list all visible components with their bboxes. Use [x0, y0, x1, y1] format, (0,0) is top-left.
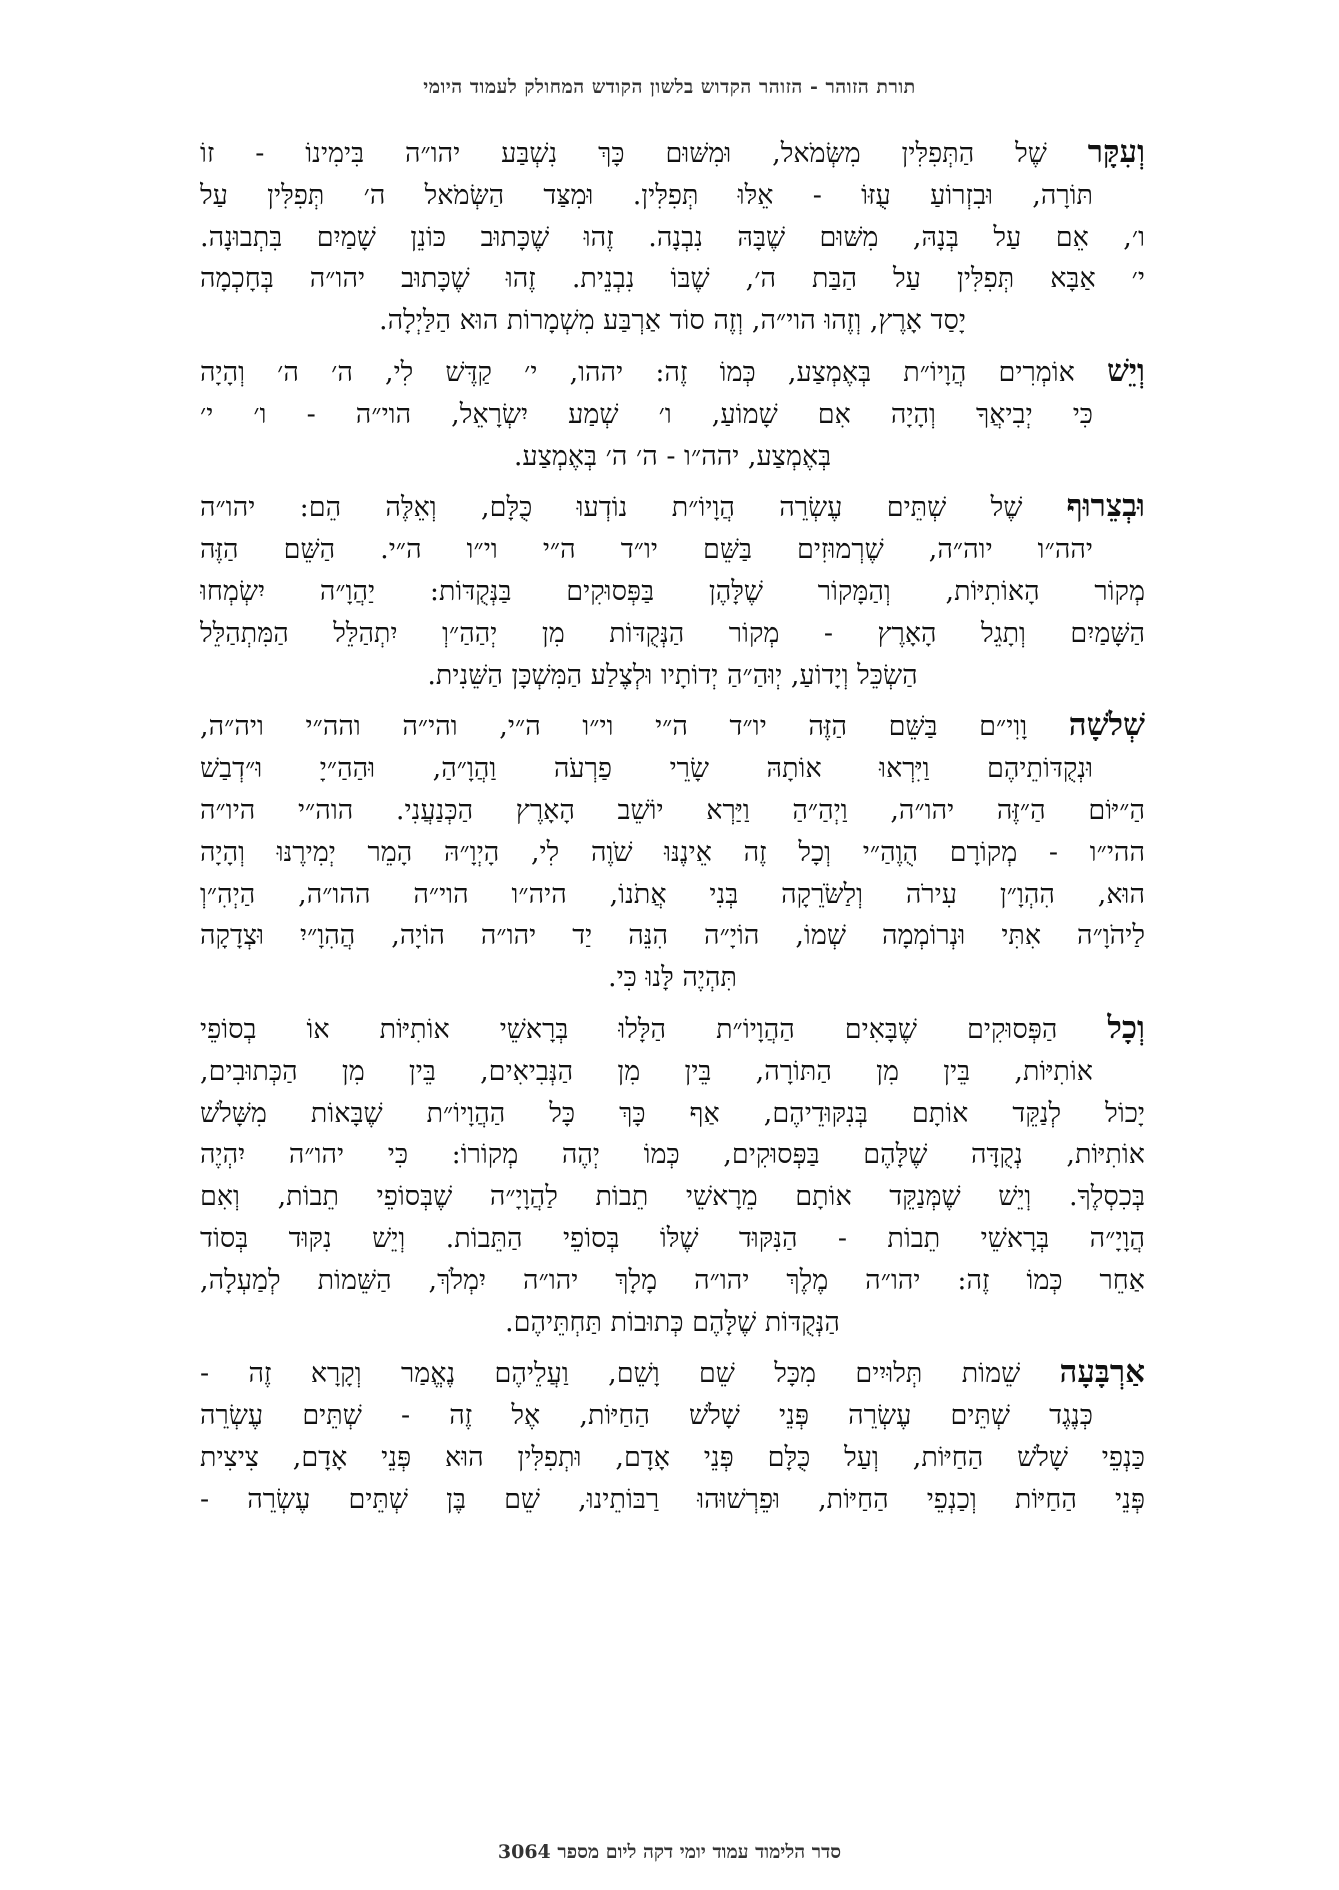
text-line: הַשָּׁמַיִם וְתָגֵל הָאָרֶץ - מְקוֹר הַנְּקֻדּוֹת מִן יְהַהַ״וְ יִתְהַלֵּל הַמִּתְהַלֵּל — [200, 617, 1145, 649]
text-line: תּוֹרָה, וּבִזְרוֹעַ עֻזּוֹ - אֵלּוּ תְּפִלִּין. וּמִצַּד הַשְּׂמֹאל ה׳ תְּפִלִּין עַל — [200, 179, 1093, 211]
text-line: כְּנֶגֶד שְׁתֵּים עֶשְׂרֵה פְּנֵי שָׁלֹשׁ הַחַיּוֹת, אֶל זֶה - שְׁתֵּים עֶשְׂרֵה — [200, 1400, 1093, 1432]
paragraph — [200, 1008, 1145, 1343]
running-header: תורת הזוהר - הזוהר הקדוש בלשון הקודש המחולק לעמוד היומי — [423, 76, 916, 98]
paragraph-opener: וְעִקָּר — [1087, 134, 1145, 170]
text-line: ההי״ו - מְקוֹרָם הֻוֶהַ״י וְכָל זֶה אֵינֶנּוּ שֹׁוֶה לִי, הָיְוָ״הּ הָמֵר יְמִירֶנּוּ וְהָיָה — [200, 836, 1145, 868]
text-line: הַשְׂכֵּל וְיָדוֹעַ, יְוּהַ״הַ יְדוֹתָיו וּלְצֶלַע הַמִּשְׁכָּן הַשֵּׁנִית. — [427, 659, 918, 691]
page-body — [200, 132, 1145, 1530]
text-line: בְּאֶמְצַע, יהה״ו - ה׳ ה׳ בְּאֶמְצַע. — [513, 440, 832, 472]
text-line: הֲוָיָ״ה בְּרָאשֵׁי תֵבוֹת - הַנִּקּוּד שֶׁלּוֹ בְּסוֹפֵי הַתֵּבוֹת. וְיֵשׁ נִקּוּד בְּסוֹד — [200, 1222, 1145, 1254]
text-line: וְכָל הַפְּסוּקִים שֶׁבָּאִים הַהֲוָיוֹ״ת הַלָּלוּ בְּרָאשֵׁי אוֹתִיּוֹת אוֹ בְסוֹפֵי — [200, 1009, 1145, 1046]
text-line: כַּנְפֵי שָׁלֹשׁ הַחַיּוֹת, וְעַל כֻּלָּם פְּנֵי אָדָם, וּתְפִלִּין הוּא פְּנֵי אָדָם, צִיצִית — [200, 1441, 1145, 1473]
paragraph — [200, 705, 1145, 999]
paragraph-opener: אַרְבָּעָה — [1059, 1354, 1145, 1391]
paragraph — [200, 351, 1145, 477]
text-line: אוֹתִיּוֹת, נְקֻדָּה שֶׁלָּהֶם בַּפְּסוּקִים, כְּמוֹ יְהֶה מְקוֹרוֹ: כִּי יהו״ה יִהְיֶה — [200, 1139, 1145, 1171]
running-footer: סדר הלימוד עמוד יומי דקה ליום מספר 3064 — [497, 1841, 842, 1863]
text-line: הוּא, הִהְוָ״ן עִירֹה וְלַשֹּׂרֵקָה בְּנִי אֲתֹנוֹ, היה״ו הוי״ה ההו״ה, הַיְהִ״וְ — [200, 878, 1145, 910]
text-line: י׳ אַבָּא תְּפִלִּין עַל הַבַּת ה׳, שֶׁבּוֹ נִבְנֵית. זֶהוּ שֶׁכָּתוּב יהו״ה בְּחָכְמָה — [200, 263, 1145, 295]
text-line: פְּנֵי הַחַיּוֹת וְכַנְפֵי הַחַיּוֹת, וּפֵרְשׁוּהוּ רַבּוֹתֵינוּ, שֵׁם בֶּן שְׁתֵּים עֶשְׂרֵה - — [200, 1483, 1145, 1515]
paragraph-opener: שְׁלֹשָׁה — [1068, 707, 1145, 744]
paragraph-opener: וְיֵשׁ — [1106, 352, 1145, 389]
text-line: וּנְקֻדּוֹתֵיהֶם וַיִּרְאוּ אוֹתָהּ שָׂרֵי פַרְעֹה וַהֲוָ״הַ, וּהַהַ״יָ וּ״דְבַשׁ — [200, 753, 1093, 785]
text-line: אוֹתִיּוֹת, בֵּין מִן הַתּוֹרָה, בֵּין מִן הַנְּבִיאִים, בֵּין מִן הַכְּתוּבִים, — [200, 1055, 1093, 1087]
paragraph — [200, 486, 1145, 696]
paragraph — [200, 1352, 1145, 1520]
paragraph-opener: וּבְצֵרוּף — [1066, 488, 1145, 525]
text-line: יָסַד אָרֶץ, וְזֶהוּ הוי״ה, וְזֶה סוֹד אַרְבַּע מִשְׁמָרוֹת הוּא הַלַּיְלָה. — [379, 305, 966, 337]
text-line: שְׁלֹשָׁה וָוִי״ם בַּשֵּׁם הַזֶּה יו״ד ה״י וי״ו ה״י, והי״ה והה״י ויה״ה, — [200, 707, 1145, 744]
text-line: הַ״יּוֹם הַ״זֶּה יהו״ה, וַיְהַ״הַ וַיַּרְא יוֹשֵׁב הָאָרֶץ הַכְּנַעֲנִי. הוה״י היו״ה — [200, 794, 1145, 826]
paragraph-opener: וְכָל — [1107, 1009, 1145, 1046]
text-line: אַרְבָּעָה שֵׁמוֹת תְּלוּיִים מִכָּל שֵׁם וָשֵׁם, וַעֲלֵיהֶם נֶאֱמַר וְקָרָא זֶה - — [200, 1354, 1145, 1391]
text-line: מְקוֹר הָאוֹתִיּוֹת, וְהַמָּקוֹר שֶׁלָּהֶן בַּפְּסוּקִים בַּנְּקֻדּוֹת: יַהֲוָ״ה יִשְׂמְחוּ — [200, 575, 1145, 607]
text-line: וְיֵשׁ אוֹמְרִים הֲוָיוֹ״ת בְּאֶמְצַע, כְּמוֹ זֶה: יההו, י׳ קַדֶּשׁ לִי, ה׳ ה׳ וְהָיָה — [200, 352, 1145, 389]
text-line: יהה״ו יוה״ה, שֶׁרְמוּזִים בַּשֵּׁם יו״ד ה״י וי״ו ה״י. הַשֵּׁם הַזֶּה — [200, 534, 1093, 566]
text-line: בְּכִסְלֶךָ. וְיֵשׁ שֶׁמְּנַקֵּד אוֹתָם מֵרָאשֵׁי תֵבוֹת לַהֲוָיָ״ה שֶׁבְּסוֹפֵי תֵבוֹת, וְאִם — [200, 1181, 1145, 1213]
text-line: כִּי יְבִיאֲךָ וְהָיָה אִם שָׁמוֹעַ, ו׳ שְׁמַע יִשְׂרָאֵל, הוי״ה - ו׳ י׳ — [200, 398, 1093, 430]
text-line: ו׳, אֵם עַל בְּנָהּ, מִשּׁוּם שֶׁבָּהּ נִבְנָה. זֶהוּ שֶׁכָּתוּב כּוֹנֵן שָׁמַיִם בִּתְבוּנָה. — [200, 221, 1145, 253]
paragraph — [200, 132, 1145, 342]
text-line: וּבְצֵרוּף שֶׁל שְׁתֵּים עֶשְׂרֵה הֲוָיוֹ״ת נוֹדְעוּ כֻּלָּם, וְאֵלֶּה הֵם: יהו״ה — [200, 488, 1145, 525]
text-line: אַחֵר כְּמוֹ זֶה: יהו״ה מֶלֶךְ יהו״ה מָלָךְ יהו״ה יִמְלֹךְ, הַשֵּׁמוֹת לְמַעְלָה, — [200, 1264, 1145, 1296]
text-line: תִּהְיֶה לָּנוּ כִּי. — [608, 962, 737, 994]
text-line: יָכוֹל לְנַקֵּד אוֹתָם בְּנִקּוּדֵיהֶם, אַף כָּךְ כָּל הַהֲוָיוֹ״ת שֶׁבָּאוֹת מִשָּׁלֹשׁ — [200, 1097, 1145, 1129]
text-line: וְעִקָּר שֶׁל הַתְּפִלִּין מִשְּׂמֹאל, וּמִשּׁוּם כָּךְ נִשְׁבַּע יהו״ה בִּימִינוֹ - זוֹ — [200, 134, 1145, 170]
text-line: הַנְּקֻדּוֹת שֶׁלָּהֶם כְּתוּבוֹת תַּחְתֵּיהֶם. — [505, 1306, 840, 1338]
text-line: לַיהֹוָ״ה אִתִּי וּנְרוֹמְמָה שְׁמוֹ, הוֹיָ״ה הִנֵּה יַד יהו״ה הוֹיָה, הֲהִוָ״יִ וּצְדָקָה — [200, 920, 1145, 952]
